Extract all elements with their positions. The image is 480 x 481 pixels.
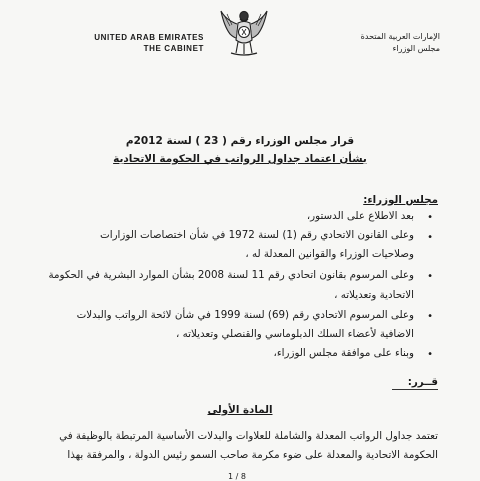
preamble-item-2-line-1: وعلى القانون الاتحادي رقم (1) لسنة 1972 في شأن اختصاصات الوزارات [100, 229, 414, 241]
header-en-cabinet: THE CABINET [143, 44, 204, 53]
preamble-item-4-line-2: الاضافية لأعضاء السلك الدبلوماسي والقنصلي وتعديلاته ، [176, 328, 414, 340]
article-1-line-1: تعتمد جداول الرواتب المعدلة والشاملة للعلاوات والبدلات الأساسية المرتبطة بالوظيفة في [59, 430, 438, 442]
header-ar-cabinet: مجلس الوزراء [392, 44, 440, 53]
bullet-marker-3: • [427, 271, 433, 282]
preamble-item-2-line-2: وصلاحيات الوزراء والقوانين المعدلة له ، [245, 248, 414, 260]
header-ar-country: الإمارات العربية المتحدة [360, 32, 440, 41]
preamble-item-3-line-2: الاتحادية وتعديلاته ، [334, 289, 414, 301]
decision-heading: قــرر: [392, 376, 438, 390]
preamble-item-4-line-1: وعلى المرسوم الاتحادي رقم (69) لسنة 1999 في شأن لائحة الرواتب والبدلات [76, 309, 414, 321]
preamble-item-3-line-1: وعلى المرسوم بقانون اتحادي رقم 11 لسنة 2008 بشأن الموارد البشرية في الحكومة [48, 269, 414, 281]
article-1-line-2: الحكومة الاتحادية والمعدلة على ضوء مكرمة صاحب السمو رئيس الدولة ، والمرفقة بهذا [67, 449, 438, 461]
uae-falcon-emblem-icon [218, 6, 270, 60]
preamble-item-1-line-1: بعد الاطلاع على الدستور، [306, 210, 414, 222]
bullet-marker-1: • [427, 212, 433, 223]
bullet-marker-2: • [427, 232, 433, 243]
page-number: 1 / 8 [228, 472, 246, 481]
bullet-marker-5: • [427, 349, 433, 360]
article-title: المادة الأولى [207, 404, 273, 416]
header-en-country: UNITED ARAB EMIRATES [94, 33, 204, 42]
decree-subject: بشأن اعتماد جداول الرواتب في الحكومة الاتحادية [113, 153, 367, 165]
council-heading: مجلس الوزراء: [363, 194, 438, 206]
preamble-item-5-line-1: وبناء على موافقة مجلس الوزراء، [273, 347, 414, 359]
decree-title: قرار مجلس الوزراء رقم ( 23 ) لسنة 2012م [125, 135, 355, 147]
bullet-marker-4: • [427, 311, 433, 322]
